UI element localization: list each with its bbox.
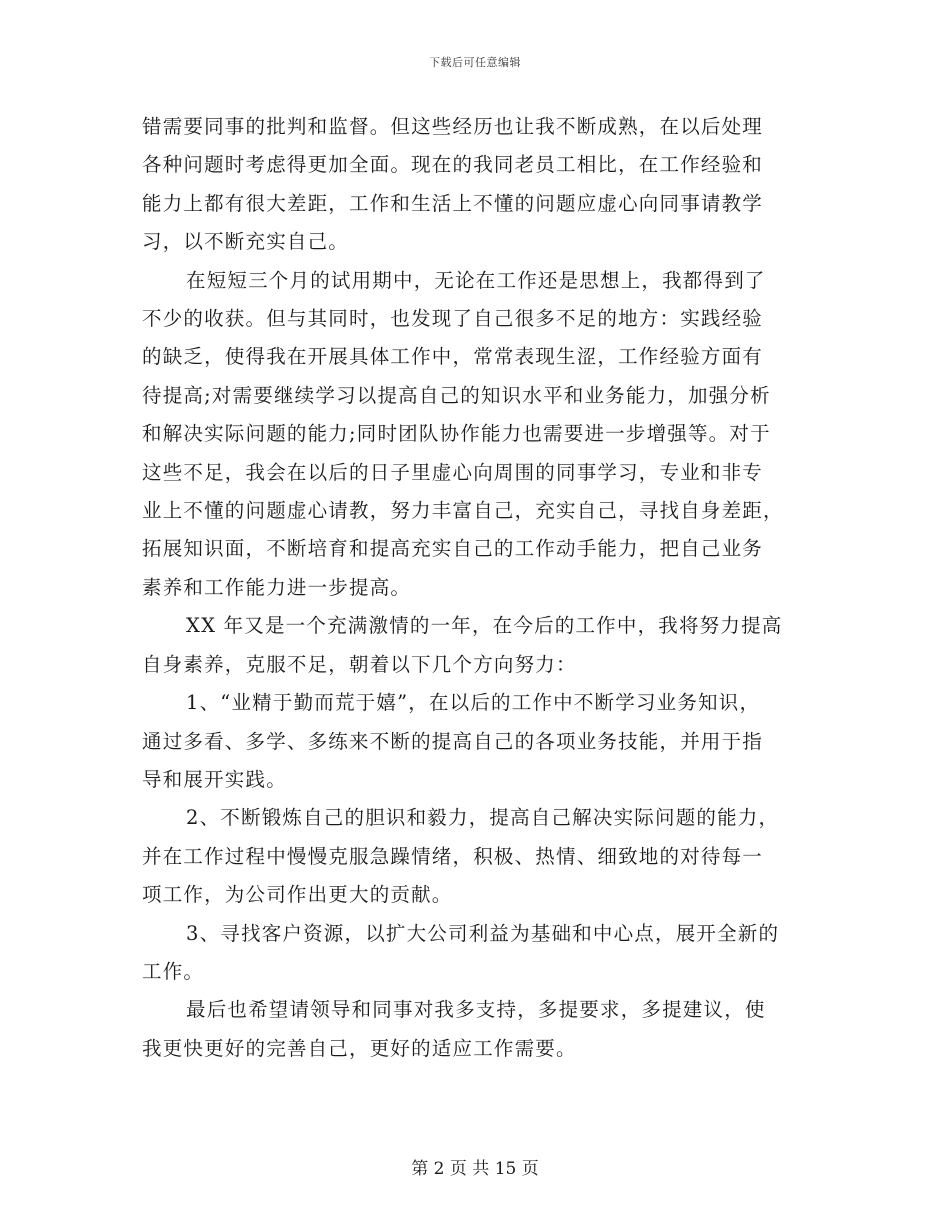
text-line: 工作。 [142,959,205,983]
text-line: 和解决实际问题的能力;同时团队协作能力也需要进一步增强等。对于 [142,422,771,446]
paragraph-start-line: 最后也希望请领导和同事对我多支持，多提要求，多提建议，使 [186,998,766,1022]
text-line: 拓展知识面，不断培育和提高充实自己的工作动手能力，把自己业务 [142,537,764,561]
text-line: 错需要同事的批判和监督。但这些经历也让我不断成熟，在以后处理 [142,115,764,138]
text-line: 自身素养，克服不足，朝着以下几个方向努力： [142,652,577,676]
text-line: 通过多看、多学、多练来不断的提高自己的各项业务技能，并用于指 [142,729,764,753]
page-number: 第 2 页 共 15 页 [411,1159,539,1179]
text-line: 项工作，为公司作出更大的贡献。 [142,883,453,907]
text-line: 能力上都有很大差距，工作和生活上不懂的问题应虚心向同事请教学 [142,191,764,215]
paragraph-start-line: 在短短三个月的试用期中，无论在工作还是思想上，我都得到了 [186,268,766,292]
text-line: 习，以不断充实自己。 [142,230,350,254]
list-item-1-line: 1、“业精于勤而荒于嬉”，在以后的工作中不断学习业务知识， [186,691,761,715]
document-body [142,108,812,1068]
text-line: 业上不懂的问题虚心请教，努力丰富自己，充实自己，寻找自身差距， [142,499,784,523]
text-line: 各种问题时考虑得更加全面。现在的我同老员工相比，在工作经验和 [142,153,764,177]
text-line: 的缺乏，使得我在开展具体工作中，常常表现生涩，工作经验方面有 [142,345,764,369]
text-line: 我更快更好的完善自己，更好的适应工作需要。 [142,1036,577,1060]
paragraph-start-line: XX 年又是一个充满激情的一年，在今后的工作中，我将努力提高 [186,614,783,638]
list-item-3-line: 3、寻找客户资源，以扩大公司利益为基础和中心点，展开全新的 [186,921,780,945]
page-header: 下载后可任意编辑 [429,56,521,69]
text-line: 不少的收获。但与其同时，也发现了自己很多不足的地方：实践经验 [142,307,764,331]
text-line: 这些不足，我会在以后的日子里虚心向周围的同事学习，专业和非专 [142,460,764,484]
text-line: 并在工作过程中慢慢克服急躁情绪，积极、热情、细致地的对待每一 [142,844,764,868]
text-line: 素养和工作能力进一步提高。 [142,575,412,599]
list-item-2-line: 2、不断锻炼自己的胆识和毅力，提高自己解决实际问题的能力， [186,806,780,830]
text-line: 导和展开实践。 [142,767,287,791]
text-line: 待提高;对需要继续学习以提高自己的知识水平和业务能力，加强分析 [142,383,771,407]
